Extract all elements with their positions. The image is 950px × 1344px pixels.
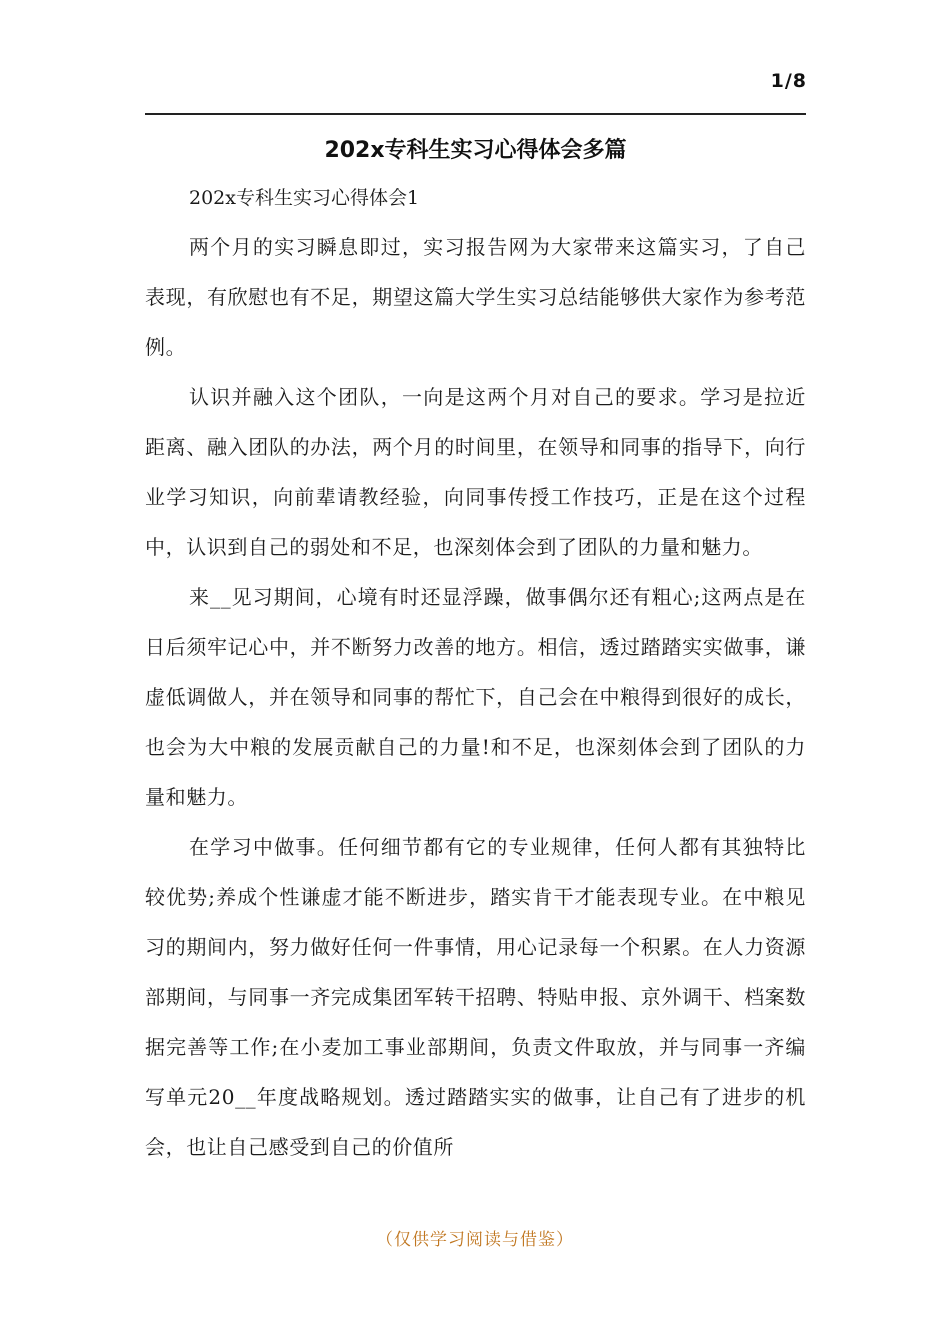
paragraph: 两个月的实习瞬息即过，实习报告网为大家带来这篇实习，了自己表现，有欣慰也有不足，期望这篇大学生实习总结能够供大家作为参考范例。 (145, 235, 806, 359)
document-body (145, 128, 806, 1172)
paragraph: 在学习中做事。任何细节都有它的专业规律，任何人都有其独特比较优势;养成个性谦虚才能不断进步，踏实肯干才能表现专业。在中粮见习的期间内，努力做好任何一件事情，用心记录每一个积累。在人力资源部期间，与同事一齐完成集团军转干招聘、特贴申报、京外调干、档案数据完善等工作;在小麦加工事业部期间，负责文件取放，并与同事一齐编写单元20__年度战略规划。透过踏踏实实的做事，让自己有了进步的机会，也让自己感受到自己的价值所 (145, 835, 807, 1159)
paragraph: 来__见习期间，心境有时还显浮躁，做事偶尔还有粗心;这两点是在日后须牢记心中，并不断努力改善的地方。相信，透过踏踏实实做事，谦虚低调做人，并在领导和同事的帮忙下，自己会在中粮得到很好的成长，也会为大中粮的发展贡献自己的力量!和不足，也深刻体会到了团队的力量和魅力。 (145, 585, 806, 809)
section-subheading: 202x专科生实习心得体会1 (189, 187, 420, 209)
document-title: 202x专科生实习心得体会多篇 (324, 138, 627, 163)
paragraph: 认识并融入这个团队，一向是这两个月对自己的要求。学习是拉近距离、融入团队的办法，两个月的时间里，在领导和同事的指导下，向行业学习知识，向前辈请教经验，向同事传授工作技巧，正是在这个过程中，认识到自己的弱处和不足，也深刻体会到了团队的力量和魅力。 (145, 385, 806, 559)
footer-disclaimer: （仅供学习阅读与借鉴） (376, 1230, 574, 1250)
page-number: 1/8 (770, 70, 807, 92)
header-divider (145, 113, 806, 115)
